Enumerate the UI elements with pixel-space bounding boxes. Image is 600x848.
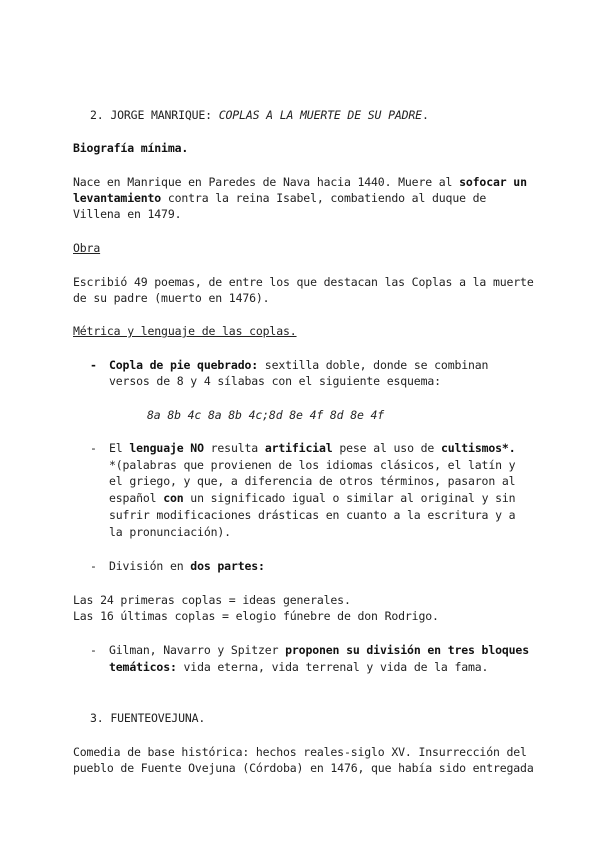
obra-heading: Obra <box>73 241 101 255</box>
metric-scheme-text: 8a 8b 4c 8a 8b 4c;8d 8e 4f 8d 8e 4f <box>147 408 385 422</box>
text: División en <box>109 559 191 573</box>
text: resulta <box>203 441 265 455</box>
text: El <box>109 441 130 455</box>
bullet-dash <box>90 357 97 373</box>
section-work-title: COPLAS A LA MUERTE DE SU PADRE <box>218 108 422 122</box>
copla-line-2: versos de 8 y 4 sílabas con el siguiente esquema: <box>109 374 441 388</box>
bold-text: temáticos: <box>109 660 177 674</box>
copla-line-1 <box>109 357 488 373</box>
gilman-line-1 <box>109 642 529 658</box>
lenguaje-line-2: *(palabras que provienen de los idiomas clásicos, el latín y <box>109 458 516 472</box>
text: Gilman, Navarro y Spitzer <box>109 643 286 657</box>
copla-term: Copla de pie quebrado: <box>109 358 259 372</box>
bullet-dash-text: - <box>90 358 97 372</box>
division-line <box>109 558 265 574</box>
obra-line-1: Escribió 49 poemas, de entre los que destacan las Coplas a la muerte <box>73 275 534 289</box>
bio-bold: sofocar un <box>459 175 527 189</box>
lenguaje-line-4 <box>109 490 515 506</box>
bio-text: Nace en Manrique en Paredes de Nava hacia 1440. Muere al <box>73 175 460 189</box>
section-2-heading <box>90 107 429 123</box>
text: español <box>109 491 164 505</box>
partes-line-1: Las 24 primeras coplas = ideas generales. <box>73 593 351 607</box>
bio-line-2 <box>73 190 486 206</box>
bio-bold: levantamiento <box>73 191 162 205</box>
bold-text: artificial <box>264 441 333 455</box>
bold-text: con <box>163 491 184 505</box>
text: un significado igual o similar al original y sin <box>183 491 516 505</box>
partes-line-2: Las 16 últimas coplas = elogio fúnebre de don Rodrigo. <box>73 609 439 623</box>
section-number: 2. <box>90 108 104 122</box>
metric-scheme <box>147 407 384 423</box>
obra-line-2: de su padre (muerto en 1476). <box>73 291 270 305</box>
metrica-heading: Métrica y lenguaje de las coplas. <box>73 324 297 338</box>
lenguaje-line-5: sufrir modificaciones drásticas en cuanto a la escritura y a <box>109 508 516 522</box>
text: vida eterna, vida terrenal y vida de la fama. <box>176 660 489 674</box>
bio-line-3: Villena en 1479. <box>73 207 182 221</box>
section-author: JORGE MANRIQUE: <box>110 108 219 122</box>
text: pese al uso de <box>332 441 441 455</box>
bold-text: lenguaje NO <box>129 441 204 455</box>
bio-text: contra la reina Isabel, combatiendo al duque de <box>161 191 487 205</box>
bold-text: proponen su división en tres bloques <box>285 643 529 657</box>
bio-heading <box>73 140 188 156</box>
lenguaje-line-3: el griego, y que, a diferencia de otros términos, pasaron al <box>109 474 516 488</box>
section-number: 3. <box>90 711 104 725</box>
section-title: FUENTEOVEJUNA. <box>110 711 206 725</box>
bullet-dash: - <box>90 441 97 455</box>
bullet-dash: - <box>90 643 97 657</box>
lenguaje-line-1 <box>109 440 515 456</box>
section-dot: . <box>421 108 429 122</box>
fuente-line-1: Comedia de base histórica: hechos reales-siglo XV. Insurrección del <box>73 745 527 759</box>
bio-line-1 <box>73 174 527 190</box>
section-3-heading <box>90 710 205 726</box>
bio-heading-text: Biografía mínima. <box>73 141 189 155</box>
copla-text: sextilla doble, donde se combinan <box>258 358 489 372</box>
bold-text: dos partes: <box>190 559 265 573</box>
gilman-line-2 <box>109 659 488 675</box>
lenguaje-line-6: la pronunciación). <box>109 525 231 539</box>
bullet-dash: - <box>90 559 97 573</box>
fuente-line-2: pueblo de Fuente Ovejuna (Córdoba) en 1476, que había sido entregada <box>73 761 534 775</box>
bold-text: cultismos*. <box>440 441 516 455</box>
